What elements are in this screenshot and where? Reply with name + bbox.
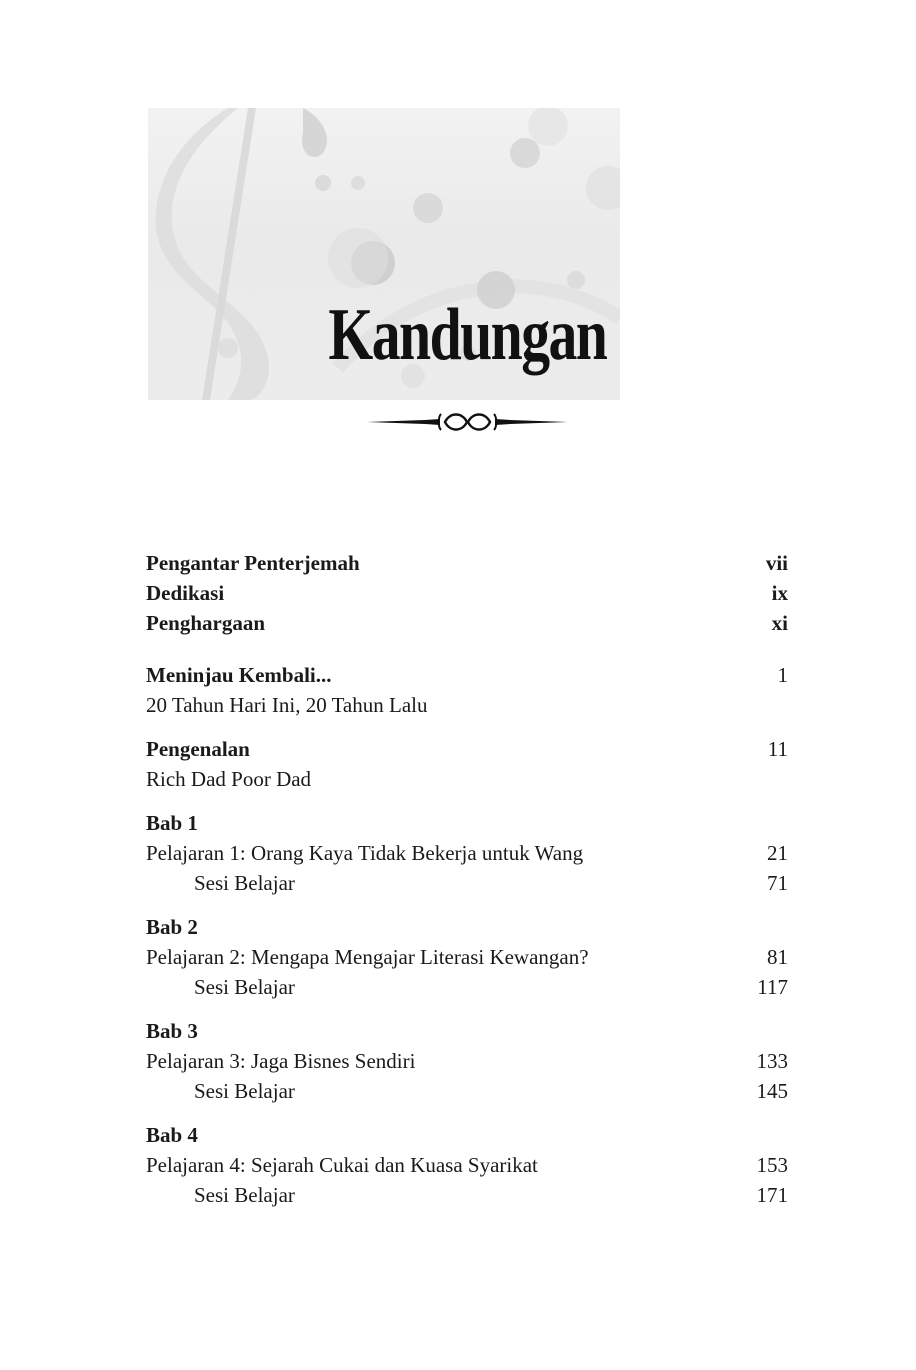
entry-title: Penghargaan [146, 611, 266, 635]
page-number: 81 [767, 945, 788, 969]
chapter-heading [146, 808, 788, 838]
page-number: 11 [767, 737, 788, 761]
page-number: 117 [757, 975, 788, 999]
section-subtitle: Rich Dad Poor Dad [146, 767, 312, 791]
toc-entry[interactable] [146, 1180, 788, 1210]
chapter-label: Bab 4 [146, 1123, 198, 1147]
session-title: Sesi Belajar [194, 1183, 295, 1207]
session-title: Sesi Belajar [194, 871, 295, 895]
page-number: 171 [756, 1183, 788, 1207]
toc-entry[interactable] [146, 868, 788, 898]
toc-entry[interactable] [146, 1076, 788, 1106]
page-number: 1 [777, 663, 788, 687]
page-number: ix [771, 581, 788, 605]
entry-title: Pengantar Penterjemah [146, 551, 360, 575]
page-number: 71 [767, 871, 788, 895]
section-heading: Pengenalan [146, 737, 250, 761]
title-banner [148, 108, 620, 400]
section-subtitle-row [146, 690, 788, 720]
section-subtitle: 20 Tahun Hari Ini, 20 Tahun Lalu [146, 693, 428, 717]
toc-entry[interactable] [146, 578, 788, 608]
page-number: 21 [767, 841, 788, 865]
page-title: Kandungan [328, 294, 606, 376]
toc-entry[interactable] [146, 660, 788, 690]
toc-entry[interactable] [146, 734, 788, 764]
session-title: Sesi Belajar [194, 1079, 295, 1103]
chapter-label: Bab 1 [146, 811, 198, 835]
flourish-divider-icon [365, 408, 570, 436]
session-title: Sesi Belajar [194, 975, 295, 999]
page-number: xi [771, 611, 788, 635]
lesson-title: Pelajaran 3: Jaga Bisnes Sendiri [146, 1049, 416, 1073]
page-number: 145 [756, 1079, 788, 1103]
table-of-contents [146, 548, 788, 1210]
page-number: 133 [756, 1049, 788, 1073]
lesson-title: Pelajaran 2: Mengapa Mengajar Literasi Kewangan? [146, 945, 589, 969]
toc-entry[interactable] [146, 942, 788, 972]
toc-entry[interactable] [146, 1150, 788, 1180]
page-number: vii [765, 551, 788, 575]
toc-entry[interactable] [146, 838, 788, 868]
chapter-label: Bab 2 [146, 915, 198, 939]
section-heading: Meninjau Kembali... [146, 663, 332, 687]
toc-entry[interactable] [146, 608, 788, 638]
section-subtitle-row [146, 764, 788, 794]
toc-entry[interactable] [146, 548, 788, 578]
toc-entry[interactable] [146, 972, 788, 1002]
lesson-title: Pelajaran 1: Orang Kaya Tidak Bekerja untuk Wang [146, 841, 584, 865]
page-number: 153 [756, 1153, 788, 1177]
lesson-title: Pelajaran 4: Sejarah Cukai dan Kuasa Syarikat [146, 1153, 538, 1177]
chapter-heading [146, 1016, 788, 1046]
chapter-heading [146, 912, 788, 942]
entry-title: Dedikasi [146, 581, 225, 605]
toc-entry[interactable] [146, 1046, 788, 1076]
chapter-label: Bab 3 [146, 1019, 198, 1043]
chapter-heading [146, 1120, 788, 1150]
